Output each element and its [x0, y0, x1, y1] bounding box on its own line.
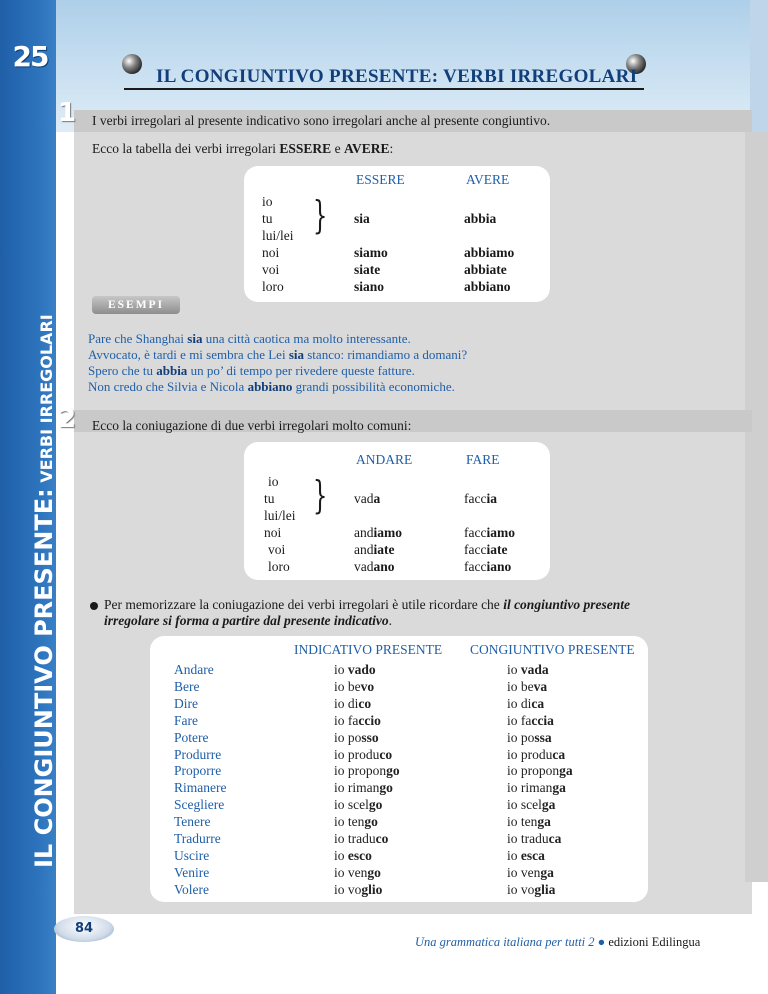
note-line-2-emphasis: irregolare si forma a partire dal presente indicativo — [104, 613, 389, 628]
congiuntivo-tenere: io tenga — [507, 814, 551, 830]
example-3-post: un po’ di tempo per rivedere queste fatture. — [187, 363, 415, 378]
footer-publisher: edizioni Edilingua — [605, 935, 701, 949]
stem: facc — [464, 525, 487, 540]
page-number: 84 — [54, 916, 114, 942]
infinitive-uscire: Uscire — [174, 847, 210, 863]
indicativo-uscire: io esco — [334, 847, 372, 863]
ending: iate — [373, 542, 395, 557]
indicativo-bere: io bevo — [334, 678, 375, 694]
example-4 — [88, 379, 455, 395]
fare-sing — [464, 491, 497, 507]
congiuntivo-volere: io voglia — [507, 881, 556, 897]
page-title: IL CONGIUNTIVO PRESENTE: VERBI IRREGOLARI — [156, 66, 638, 87]
example-3-pre: Spero che tu — [88, 363, 157, 378]
vertical-title-rest: VERBI IRREGOLARI — [37, 314, 56, 489]
stem: facc — [464, 559, 487, 574]
ending: iamo — [486, 525, 515, 540]
tabella-e: e — [331, 141, 344, 156]
pronoun-noi: noi — [262, 245, 280, 260]
infinitive-tradurre: Tradurre — [174, 831, 221, 847]
section-1-intro: I verbi irregolari al presente indicativo sono irregolari anche al presente congiuntivo. — [92, 113, 551, 128]
congiuntivo-proporre: io proponga — [507, 763, 573, 779]
congiuntivo-andare: io vada — [507, 662, 549, 677]
fare-voi — [464, 542, 507, 558]
example-1-pre: Pare che Shanghai — [88, 331, 188, 346]
tabella-pre: Ecco la tabella dei verbi irregolari — [92, 141, 280, 156]
pronoun-loro-2: loro — [268, 559, 290, 574]
avere-sing: abbia — [464, 211, 497, 226]
section-2-number: 2 — [58, 404, 77, 434]
avere-noi: abbiamo — [464, 245, 515, 260]
stem: vad — [354, 559, 374, 574]
pronoun-loro: loro — [262, 279, 284, 294]
example-2-bold: sia — [288, 347, 304, 362]
andare-loro — [354, 559, 395, 575]
note-line-1-emphasis: il congiuntivo presente — [503, 597, 630, 612]
header-indicativo: INDICATIVO PRESENTE — [294, 642, 443, 657]
infinitive-scegliere: Scegliere — [174, 797, 225, 813]
essere-sing: sia — [354, 211, 370, 226]
congiuntivo-potere: io possa — [507, 729, 552, 745]
infinitives-column — [174, 662, 226, 899]
indicativo-scegliere: io scelgo — [334, 797, 383, 813]
note-line-1 — [104, 597, 630, 613]
section-1-tabella-line — [92, 141, 393, 157]
congiuntivo-bere: io beva — [507, 678, 548, 694]
ending: iamo — [373, 525, 402, 540]
ending: iate — [486, 542, 508, 557]
example-1 — [88, 331, 411, 347]
pronoun-voi-2: voi — [268, 542, 286, 557]
stem: facc — [464, 542, 487, 557]
stem: and — [354, 525, 374, 540]
infinitive-volere: Volere — [174, 881, 209, 897]
pronoun-lui-lei-2: lui/lei — [264, 508, 296, 523]
example-2-post: stanco: rimandiamo a domani? — [304, 347, 468, 362]
example-4-bold: abbiano — [247, 379, 293, 394]
footer-bullet: ● — [597, 935, 606, 949]
avere-voi: abbiate — [464, 262, 507, 277]
indicativo-volere: io voglio — [334, 881, 383, 897]
indicativo-produrre: io produco — [334, 746, 393, 762]
ending: ano — [373, 559, 395, 574]
brace-icon: } — [312, 473, 328, 517]
side-shade — [745, 132, 768, 882]
indicativo-column — [334, 662, 400, 899]
indicativo-rimanere: io rimango — [334, 780, 393, 796]
ending: ia — [486, 491, 497, 506]
andare-sing — [354, 491, 380, 507]
essere-noi: siamo — [354, 245, 388, 260]
infinitive-andare: Andare — [174, 662, 214, 677]
vertical-title-main: IL CONGIUNTIVO PRESENTE: — [30, 488, 58, 868]
ending: a — [373, 491, 381, 506]
chapter-vertical-title — [30, 314, 58, 868]
infinitive-proporre: Proporre — [174, 763, 222, 779]
stem: vad — [354, 491, 374, 506]
verbs-list-table — [150, 636, 648, 902]
section-1-number: 1 — [58, 98, 77, 128]
indicativo-venire: io vengo — [334, 864, 381, 880]
congiuntivo-dire: io dica — [507, 695, 545, 711]
stem: and — [354, 542, 374, 557]
example-3-bold: abbia — [156, 363, 188, 378]
andare-voi — [354, 542, 395, 558]
pronoun-voi: voi — [262, 262, 280, 277]
essere-voi: siate — [354, 262, 381, 277]
pronoun-lui-lei: lui/lei — [262, 228, 294, 243]
congiuntivo-fare: io faccia — [507, 712, 554, 728]
tabella-essere: ESSERE — [279, 141, 332, 156]
pronoun-noi-2: noi — [264, 525, 282, 540]
infinitive-potere: Potere — [174, 729, 209, 745]
brace-icon: } — [312, 193, 328, 237]
essere-avere-table — [244, 166, 550, 302]
example-3 — [88, 363, 415, 379]
pronoun-tu-2: tu — [264, 491, 275, 506]
indicativo-dire: io dico — [334, 695, 372, 711]
header-andare: ANDARE — [356, 452, 413, 467]
example-4-post: grandi possibilità economiche. — [292, 379, 455, 394]
tabella-colon: : — [389, 141, 394, 156]
infinitive-tenere: Tenere — [174, 814, 211, 830]
congiuntivo-produrre: io produca — [507, 746, 566, 762]
pronoun-tu: tu — [262, 211, 273, 226]
infinitive-venire: Venire — [174, 864, 210, 880]
indicativo-tenere: io tengo — [334, 814, 378, 830]
header-avere: AVERE — [466, 172, 510, 187]
congiuntivo-venire: io venga — [507, 864, 554, 880]
andare-fare-table — [244, 442, 550, 580]
andare-noi — [354, 525, 402, 541]
stem: facc — [464, 491, 487, 506]
pronoun-io: io — [262, 194, 273, 209]
example-2-pre: Avvocato, è tardi e mi sembra che Lei — [88, 347, 289, 362]
congiuntivo-scegliere: io scelga — [507, 797, 556, 813]
tabella-avere: AVERE — [343, 141, 390, 156]
essere-loro: siano — [354, 279, 385, 294]
congiuntivo-tradurre: io traduca — [507, 831, 562, 847]
avere-loro: abbiano — [464, 279, 511, 294]
indicativo-potere: io posso — [334, 729, 379, 745]
esempi-label: ESEMPI — [92, 296, 180, 314]
example-4-pre: Non credo che Silvia e Nicola — [88, 379, 248, 394]
header-congiuntivo: CONGIUNTIVO PRESENTE — [470, 642, 635, 657]
bullet-icon — [90, 602, 98, 610]
example-2 — [88, 347, 467, 363]
infinitive-bere: Bere — [174, 678, 200, 694]
note-line-2 — [104, 613, 392, 629]
indicativo-andare: io vado — [334, 662, 376, 677]
example-1-post: una città caotica ma molto interessante. — [202, 331, 411, 346]
heading-ball-left — [122, 54, 142, 74]
fare-noi — [464, 525, 515, 541]
example-1-bold: sia — [187, 331, 203, 346]
congiuntivo-rimanere: io rimanga — [507, 780, 566, 796]
congiuntivo-column — [507, 662, 573, 899]
indicativo-fare: io faccio — [334, 712, 381, 728]
indicativo-proporre: io propongo — [334, 763, 400, 779]
fare-loro — [464, 559, 511, 575]
note-line-2-end: . — [388, 613, 392, 628]
congiuntivo-uscire: io esca — [507, 847, 545, 863]
footer — [415, 935, 700, 950]
header-fare: FARE — [466, 452, 500, 467]
infinitive-produrre: Produrre — [174, 746, 222, 762]
footer-book: Una grammatica italiana per tutti 2 — [415, 935, 595, 949]
pronoun-io-2: io — [268, 474, 279, 489]
infinitive-rimanere: Rimanere — [174, 780, 227, 796]
section-2-intro: Ecco la coniugazione di due verbi irregolari molto comuni: — [92, 418, 412, 433]
infinitive-dire: Dire — [174, 695, 198, 711]
infinitive-fare: Fare — [174, 712, 198, 728]
chapter-number: 25 — [12, 40, 48, 73]
indicativo-tradurre: io traduco — [334, 831, 389, 847]
header-essere: ESSERE — [356, 172, 405, 187]
ending: iano — [486, 559, 512, 574]
note-line-1-text: Per memorizzare la coniugazione dei verbi irregolari è utile ricordare che — [104, 597, 504, 612]
